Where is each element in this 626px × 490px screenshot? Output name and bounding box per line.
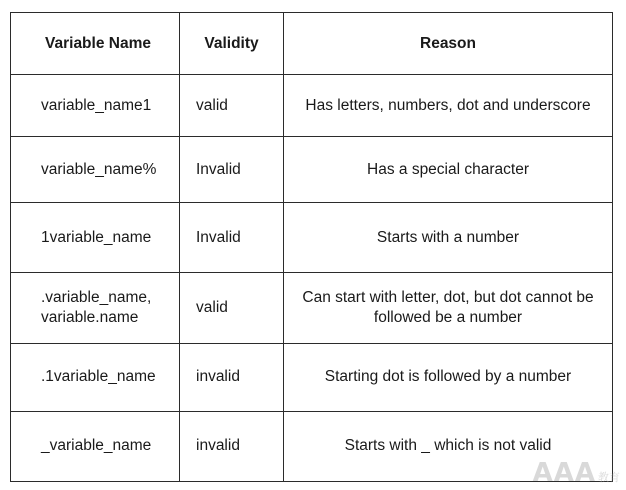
cell-validity: invalid — [180, 343, 284, 411]
cell-validity: Invalid — [180, 137, 284, 203]
cell-variable-name: variable_name1 — [11, 75, 180, 137]
cell-reason: Has letters, numbers, dot and underscore — [284, 75, 613, 137]
cell-variable-name: .1variable_name — [11, 343, 180, 411]
header-variable-name: Variable Name — [11, 13, 180, 75]
table-row — [11, 75, 613, 137]
cell-variable-name: 1variable_name — [11, 203, 180, 273]
watermark-subtext: 教育 — [598, 471, 620, 484]
variable-names-table — [10, 12, 612, 482]
cell-reason: Starting dot is followed by a number — [284, 343, 613, 411]
table-row — [11, 411, 613, 481]
header-row — [11, 13, 613, 75]
table-row — [11, 203, 613, 273]
cell-reason: Has a special character — [284, 137, 613, 203]
cell-validity: Invalid — [180, 203, 284, 273]
cell-reason: Can start with letter, dot, but dot cannot be followed be a number — [284, 273, 613, 343]
watermark-logo — [533, 458, 620, 488]
cell-variable-name: _variable_name — [11, 411, 180, 481]
table-row — [11, 343, 613, 411]
cell-variable-name: .variable_name, variable.name — [11, 273, 180, 343]
cell-validity: invalid — [180, 411, 284, 481]
cell-validity: valid — [180, 75, 284, 137]
table-row — [11, 273, 613, 343]
cell-variable-name: variable_name% — [11, 137, 180, 203]
cell-validity: valid — [180, 273, 284, 343]
header-reason: Reason — [284, 13, 613, 75]
header-validity: Validity — [180, 13, 284, 75]
watermark-text: AAA — [532, 458, 596, 488]
cell-reason: Starts with _ which is not valid — [284, 411, 613, 481]
cell-reason: Starts with a number — [284, 203, 613, 273]
table — [10, 12, 613, 482]
table-row — [11, 137, 613, 203]
